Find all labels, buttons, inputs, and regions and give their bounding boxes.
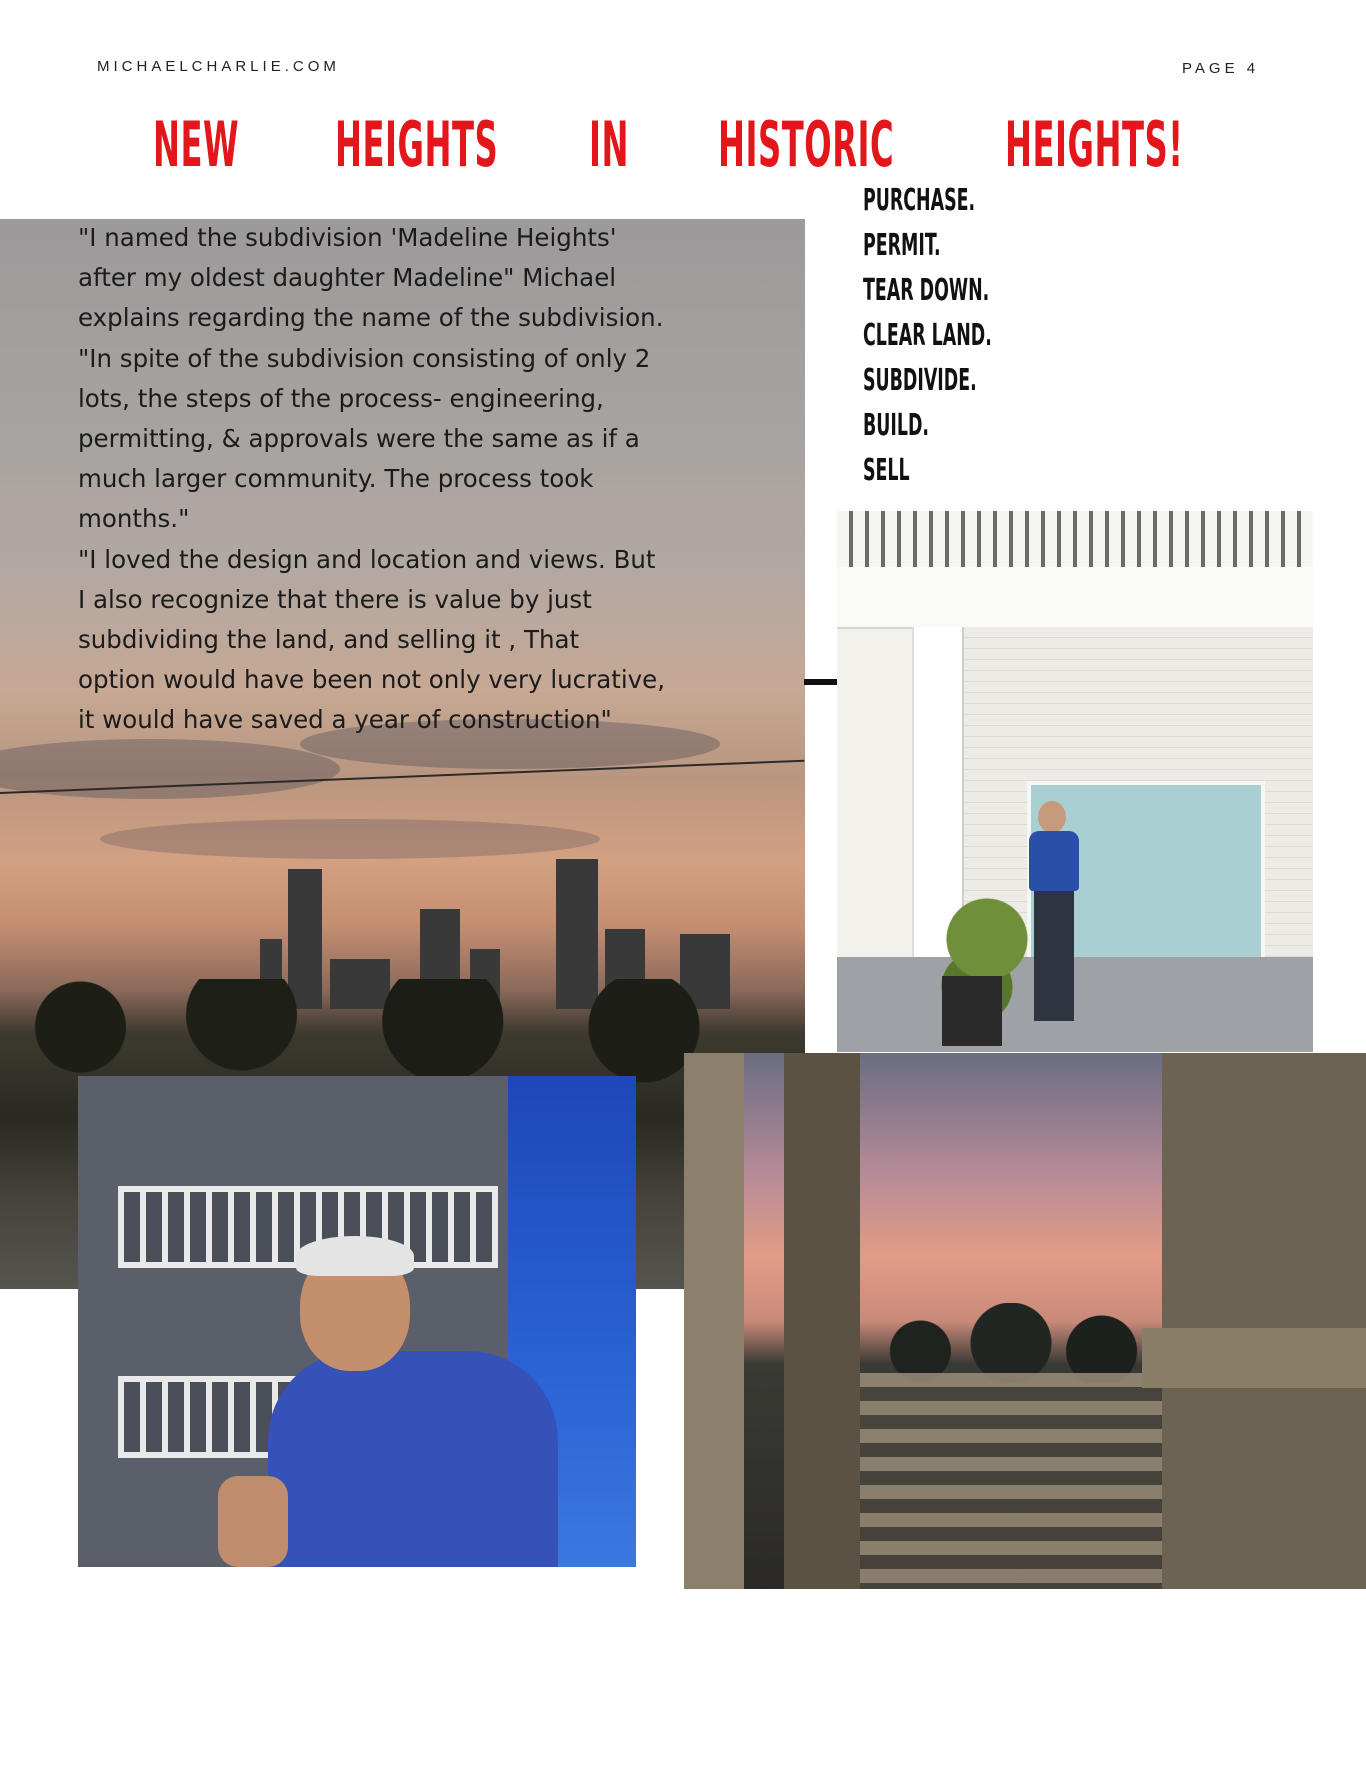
divider-dash <box>804 679 840 685</box>
garage-photo <box>837 511 1313 1052</box>
title-word-3: IN <box>589 108 630 181</box>
title-word-1: NEW <box>153 108 240 181</box>
quote-text: "I named the subdivision 'Madeline Heights' after my oldest daughter Madeline" Michael explains regarding the name of the subdivision. "In spite of the subdivision consisting of only 2 lots, the steps of the process- engineering, permitting, & approvals were the same as if a much larger community. The process took months." "I loved the design and location and views. But I also recognize that there is value by just subdividing the land, and selling it , That option would have been not only very lucrative, it would have saved a year of construction" <box>78 223 665 735</box>
step-item: TEAR DOWN. <box>863 273 990 308</box>
step-item: CLEAR LAND. <box>863 318 992 353</box>
step-item: BUILD. <box>863 408 930 443</box>
title-word-4: HISTORIC <box>718 108 895 181</box>
selfie-photo <box>78 1076 636 1567</box>
step-item: SELL <box>863 453 910 488</box>
step-item: SUBDIVIDE. <box>863 363 977 398</box>
page-number: PAGE 4 <box>1182 60 1260 77</box>
title-word-5: HEIGHTS! <box>1005 108 1184 181</box>
step-item: PURCHASE. <box>863 183 976 218</box>
process-steps-list <box>863 182 1085 497</box>
title-word-2: HEIGHTS <box>335 108 499 181</box>
site-url: MICHAELCHARLIE.COM <box>97 58 340 75</box>
porch-sunset-photo <box>684 1053 1366 1589</box>
step-item: PERMIT. <box>863 228 941 263</box>
